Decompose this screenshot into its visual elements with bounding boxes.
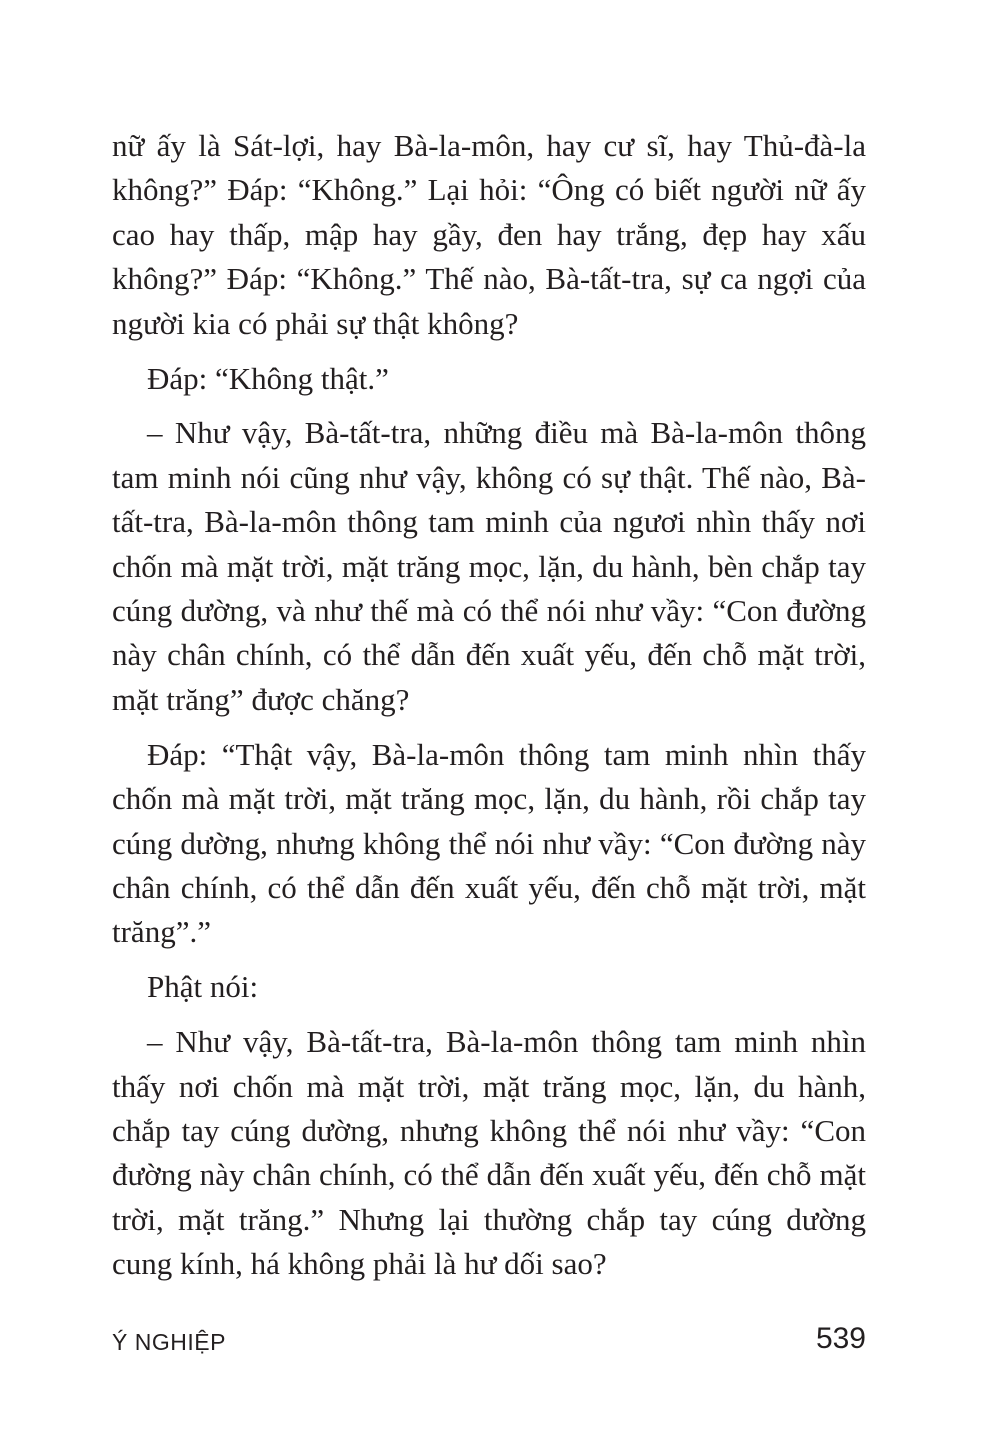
paragraph-answer-2: Đáp: “Thật vậy, Bà-la-môn thông tam minh nhìn thấy chốn mà mặt trời, mặt trăng mọc, lặn, du hành, rồi chắp tay cúng dường, nhưng không thể nói như vầy: “Con đường này chân chính, có thể dẫn đến xuất yếu, đến chỗ mặt trời, mặt trăng”.” xyxy=(112,736,866,950)
paragraph-buddha-speech: – Như vậy, Bà-tất-tra, Bà-la-môn thông tam minh nhìn thấy nơi chốn mà mặt trời, mặt trăng mọc, lặn, du hành, chắp tay cúng dường, nhưng không thể nói như vầy: “Con đường này chân chính, có thể dẫn đến xuất yếu, đến chỗ mặt trời, mặt trăng.” Nhưng lại thường chắp tay cúng dường cung kính, há không phải là hư dối sao? xyxy=(112,1024,866,1282)
page-number: 539 xyxy=(815,1322,866,1355)
paragraph-question-2: – Như vậy, Bà-tất-tra, những điều mà Bà-la-môn thông tam minh nói cũng như vậy, không có sự thật. Thế nào, Bà-tất-tra, Bà-la-môn thông tam minh của ngươi nhìn thấy nơi chốn mà mặt trời, mặt trăng mọc, lặn, du hành, bèn chắp tay cúng dường, và như thế mà có thể nói như vầy: “Con đường này chân chính, có thể dẫn đến xuất yếu, đến chỗ mặt trời, mặt trăng” được chăng? xyxy=(112,415,866,717)
running-footer-title: Ý NGHIỆP xyxy=(112,1329,226,1355)
paragraph-answer-1: Đáp: “Không thật.” xyxy=(147,360,389,396)
paragraph-buddha-said: Phật nói: xyxy=(147,969,259,1005)
paragraph-continued: nữ ấy là Sát-lợi, hay Bà-la-môn, hay cư sĩ, hay Thủ-đà-la không?” Đáp: “Không.” Lại hỏi: “Ông có biết người nữ ấy cao hay thấp, mập hay gầy, đen hay trắng, đẹp hay xấu không?” Đáp: “Không.” Thế nào, Bà-tất-tra, sự ca ngợi của người kia có phải sự thật không? xyxy=(112,128,866,341)
page-body xyxy=(112,124,866,1297)
